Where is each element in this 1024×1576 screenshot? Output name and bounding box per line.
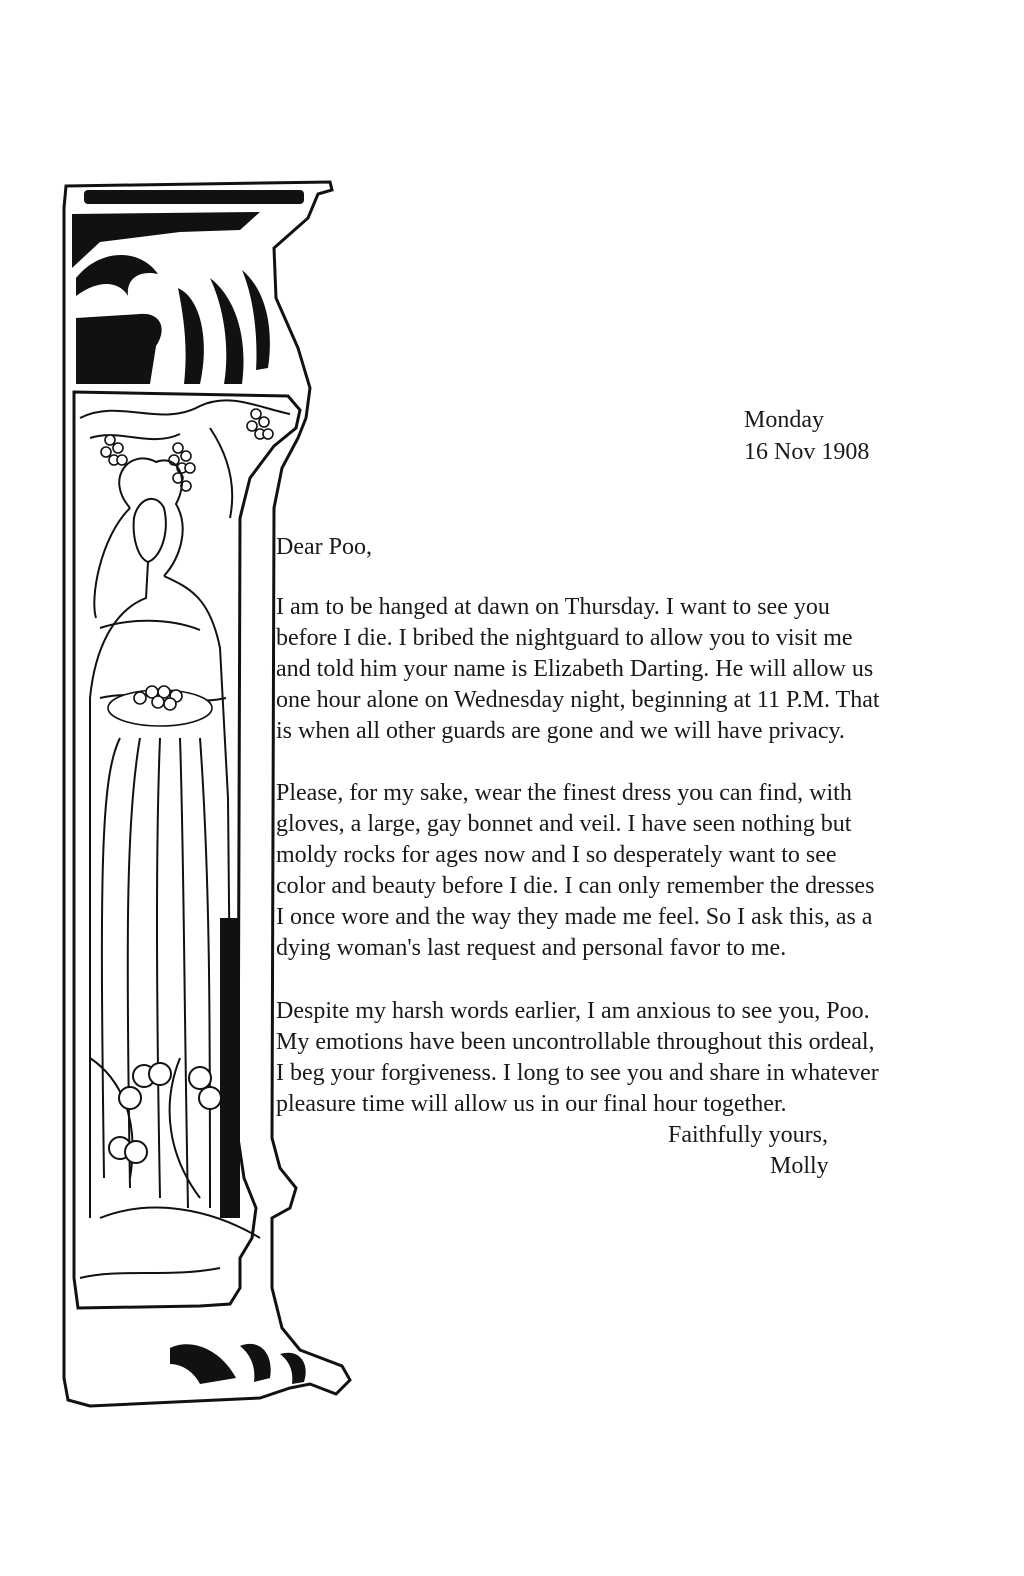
body-line: moldy rocks for ages now and I so desperately want to see <box>276 842 837 868</box>
closing: Faithfully yours, <box>668 1122 828 1148</box>
body-line: Please, for my sake, wear the finest dress you can find, with <box>276 780 852 806</box>
body-line: before I die. I bribed the nightguard to allow you to visit me <box>276 625 853 651</box>
body-line: I once wore and the way they made me feel. So I ask this, as a <box>276 904 873 930</box>
body-line: I am to be hanged at dawn on Thursday. I want to see you <box>276 594 830 620</box>
salutation: Dear Poo, <box>276 534 372 560</box>
body-line: My emotions have been uncontrollable throughout this ordeal, <box>276 1029 875 1055</box>
date-full: 16 Nov 1908 <box>744 439 870 465</box>
body-line: one hour alone on Wednesday night, beginning at 11 P.M. That <box>276 687 880 713</box>
body-line: gloves, a large, gay bonnet and veil. I have seen nothing but <box>276 811 852 837</box>
signature: Molly <box>770 1153 829 1179</box>
body-line: color and beauty before I die. I can only remember the dresses <box>276 873 875 899</box>
date-day: Monday <box>744 407 824 433</box>
body-line: is when all other guards are gone and we will have privacy. <box>276 718 845 744</box>
body-line: pleasure time will allow us in our final hour together. <box>276 1091 787 1117</box>
body-line: I beg your forgiveness. I long to see you and share in whatever <box>276 1060 879 1086</box>
body-line: Despite my harsh words earlier, I am anxious to see you, Poo. <box>276 998 870 1024</box>
body-line: and told him your name is Elizabeth Darting. He will allow us <box>276 656 874 682</box>
body-line: dying woman's last request and personal favor to me. <box>276 935 787 961</box>
